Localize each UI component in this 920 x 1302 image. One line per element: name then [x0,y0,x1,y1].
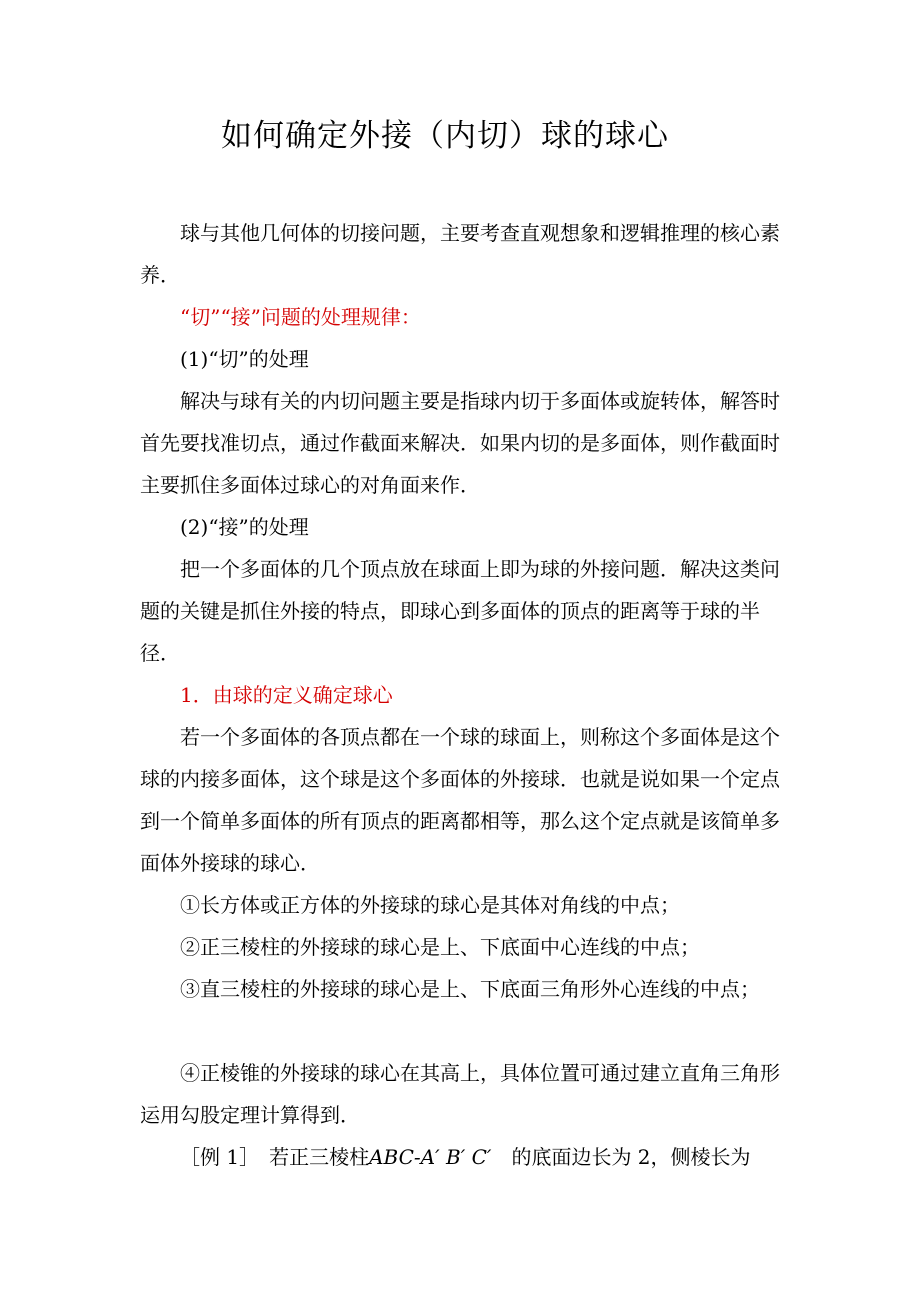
circumscribe-heading: (2)“接”的处理 [180,515,309,539]
tangent-paragraph: 解决与球有关的内切问题主要是指球内切于多面体或旋转体，解答时首先要找准切点，通过作截面来解决．如果内切的是多面体，则作截面时主要抓住多面体过球心的对角面来作． [140,389,780,497]
list-item-2: ②正三棱柱的外接球的球心是上、下底面中心连线的中点； [180,935,700,959]
circumscribe-paragraph: 把一个多面体的几个顶点放在球面上即为球的外接问题．解决这类问题的关键是抓住外接的特点，即球心到多面体的顶点的距离等于球的半径． [140,557,780,665]
intro-paragraph: 球与其他几何体的切接问题，主要考查直观想象和逻辑推理的核心素养． [140,221,780,287]
section1-heading: 1．由球的定义确定球心 [180,683,393,707]
section1-paragraph: 若一个多面体的各顶点都在一个球的球面上，则称这个多面体是这个球的内接多面体，这个球是这个多面体的外接球．也就是说如果一个定点到一个简单多面体的所有顶点的距离都相等，那么这个定点就是该简单多面体外接球的球心． [140,725,780,875]
example-label: ［例 1］ [180,1145,250,1169]
tangent-heading: (1)“切”的处理 [180,347,309,371]
list-item-4: ④正棱锥的外接球的球心在其高上，具体位置可通过建立直角三角形运用勾股定理计算得到． [140,1061,780,1127]
page-title: 如何确定外接（内切）球的球心 [221,118,669,154]
example-math: ABC-A′ B′ C′ [369,1145,492,1169]
list-item-3: ③直三棱柱的外接球的球心是上、下底面三角形外心连线的中点； [180,977,760,1001]
list-item-1: ①长方体或正方体的外接球的球心是其体对角线的中点； [180,893,680,917]
example-1 [140,1136,780,1178]
example-text-b: 的底面边长为 2，侧棱长为 [511,1145,751,1169]
example-text-a: 若正三棱柱 [269,1145,370,1169]
rules-heading: “切”“接”问题的处理规律： [180,305,421,329]
